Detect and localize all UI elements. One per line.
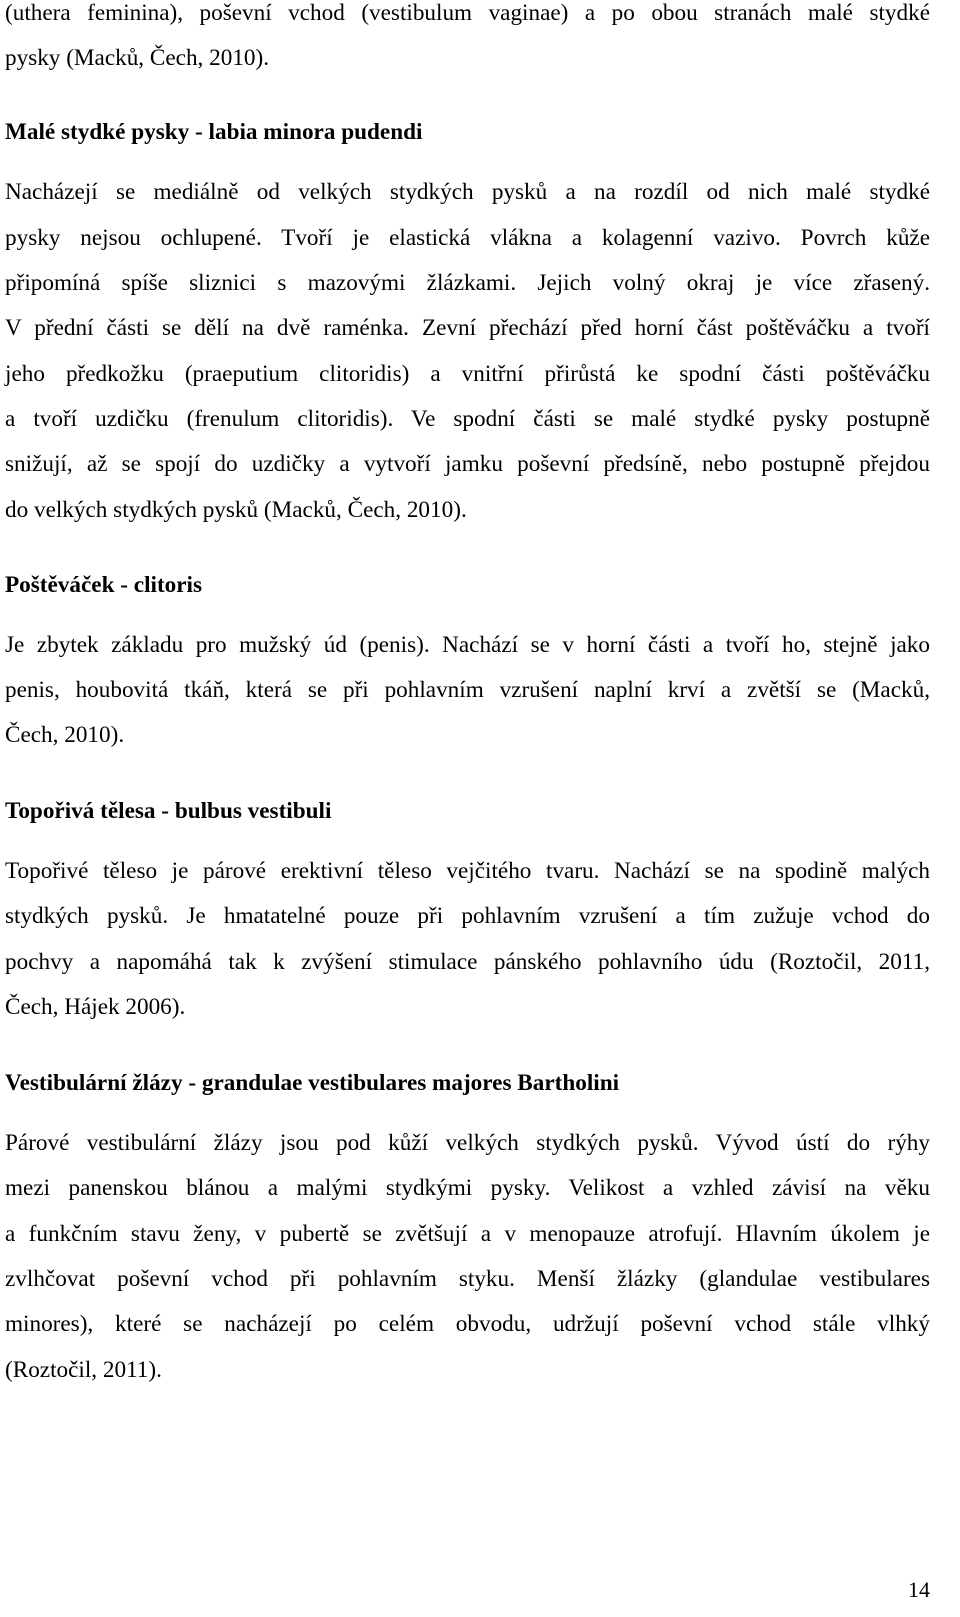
paragraph-line: stydkých pysků. Je hmatatelné pouze při pohlavním vzrušení a tím zužuje vchod do — [5, 903, 930, 929]
paragraph-line: pochvy a napomáhá tak k zvýšení stimulace pánského pohlavního údu (Roztočil, 2011, — [5, 949, 930, 975]
page-number: 14 — [908, 1577, 930, 1602]
paragraph-line: minores), které se nacházejí po celém obvodu, udržují poševní vchod stále vlhký — [5, 1311, 930, 1337]
paragraph-line: penis, houbovitá tkáň, která se při pohlavním vzrušení naplní krví a zvětší se (Macků, — [5, 677, 930, 703]
paragraph-line: zvlhčovat poševní vchod při pohlavním styku. Menší žlázky (glandulae vestibulares — [5, 1266, 930, 1292]
paragraph-line: Topořivé těleso je párové erektivní těleso vejčitého tvaru. Nachází se na spodině malých — [5, 858, 930, 884]
paragraph-line: a tvoří uzdičku (frenulum clitoridis). Ve spodní části se malé stydké pysky postupně — [5, 406, 930, 432]
paragraph-line: Nacházejí se mediálně od velkých stydkých pysků a na rozdíl od nich malé stydké — [5, 179, 930, 205]
paragraph-line: mezi panenskou blánou a malými stydkými pysky. Velikost a vzhled závisí na věku — [5, 1175, 930, 1201]
section-heading: Topořivá tělesa - bulbus vestibuli — [5, 798, 332, 824]
paragraph-line: (Roztočil, 2011). — [5, 1357, 162, 1383]
paragraph-line: (uthera feminina), poševní vchod (vestibulum vaginae) a po obou stranách malé stydké — [5, 0, 930, 26]
paragraph-line: jeho předkožku (praeputium clitoridis) a vnitřní přirůstá ke spodní části poštěváčku — [5, 361, 930, 387]
paragraph-line: a funkčním stavu ženy, v pubertě se zvětšují a v menopauze atrofují. Hlavním úkolem je — [5, 1221, 930, 1247]
section-heading: Malé stydké pysky - labia minora pudendi — [5, 119, 423, 145]
paragraph-line: připomíná spíše sliznici s mazovými žlázkami. Jejich volný okraj je více zřasený. — [5, 270, 930, 296]
paragraph-line: Je zbytek základu pro mužský úd (penis). Nachází se v horní části a tvoří ho, stejně jako — [5, 632, 930, 658]
paragraph-line: Párové vestibulární žlázy jsou pod kůží velkých stydkých pysků. Vývod ústí do rýhy — [5, 1130, 930, 1156]
paragraph-line: V přední části se dělí na dvě raménka. Zevní přechází před horní část poštěváčku a tvoří — [5, 315, 930, 341]
paragraph-line: do velkých stydkých pysků (Macků, Čech, 2010). — [5, 497, 467, 523]
paragraph-line: snižují, až se spojí do uzdičky a vytvoří jamku poševní předsíně, nebo postupně přejdou — [5, 451, 930, 477]
section-heading: Poštěváček - clitoris — [5, 572, 203, 598]
paragraph-line: Čech, 2010). — [5, 722, 125, 748]
paragraph-line: pysky (Macků, Čech, 2010). — [5, 45, 270, 71]
section-heading: Vestibulární žlázy - grandulae vestibulares majores Bartholini — [5, 1070, 620, 1096]
paragraph-line: Čech, Hájek 2006). — [5, 994, 186, 1020]
paragraph-line: pysky nejsou ochlupené. Tvoří je elastická vlákna a kolagenní vazivo. Povrch kůže — [5, 225, 930, 251]
